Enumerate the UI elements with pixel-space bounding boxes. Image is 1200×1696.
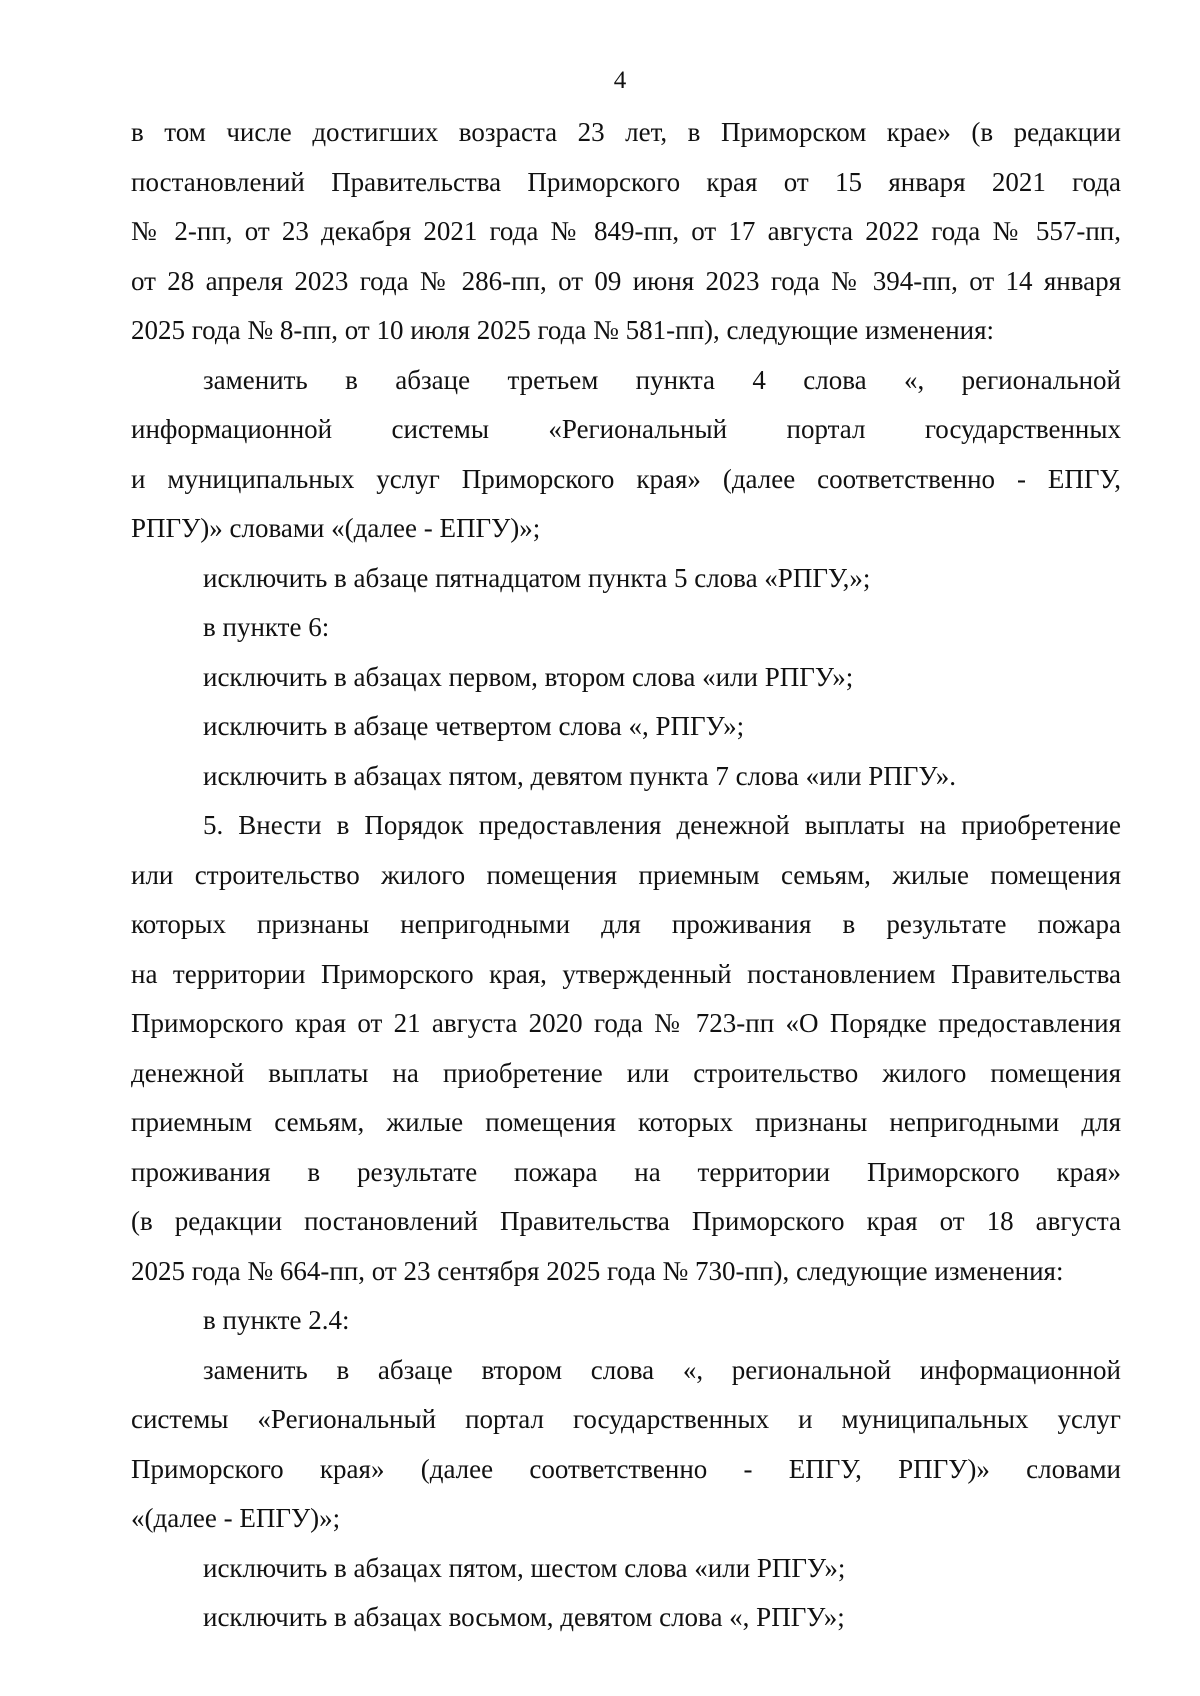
- text-line: исключить в абзацах пятом, шестом слова «или РПГУ»;: [203, 1552, 846, 1583]
- text-line: 2025 года № 8-пп, от 10 июля 2025 года № 581-пп), следующие изменения:: [131, 315, 995, 345]
- text-line: Приморского края от 21 августа 2020 года № 723-пп «О Порядке предоставления: [131, 1008, 1121, 1038]
- text-line: которых признаны непригодными для проживания в результате пожара: [131, 909, 1121, 939]
- text-line: заменить в абзаце третьем пункта 4 слова «, региональной: [203, 364, 1121, 395]
- text-line: № 2-пп, от 23 декабря 2021 года № 849-пп, от 17 августа 2022 года № 557-пп,: [131, 216, 1121, 246]
- text-line: на территории Приморского края, утвержденный постановлением Правительства: [131, 958, 1121, 989]
- text-line: в том числе достигших возраста 23 лет, в Приморском крае» (в редакции: [131, 117, 1121, 147]
- text-line: исключить в абзацах восьмом, девятом слова «, РПГУ»;: [203, 1602, 845, 1632]
- text-line: «(далее - ЕПГУ)»;: [131, 1503, 341, 1533]
- text-line: проживания в результате пожара на территории Приморского края»: [131, 1156, 1121, 1187]
- text-line: системы «Региональный портал государственных и муниципальных услуг: [131, 1404, 1121, 1434]
- text-line: исключить в абзацах первом, втором слова «или РПГУ»;: [203, 661, 854, 692]
- text-line: исключить в абзацах пятом, девятом пункта 7 слова «или РПГУ».: [203, 760, 957, 791]
- text-line: информационной системы «Региональный портал государственных: [131, 414, 1121, 444]
- text-line: исключить в абзаце пятнадцатом пункта 5 слова «РПГУ,»;: [203, 562, 871, 593]
- text-line: от 28 апреля 2023 года № 286-пп, от 09 июня 2023 года № 394-пп, от 14 января: [131, 265, 1121, 296]
- text-line: или строительство жилого помещения приемным семьям, жилые помещения: [131, 859, 1121, 890]
- text-line: 5. Внести в Порядок предоставления денежной выплаты на приобретение: [203, 810, 1121, 840]
- text-line: в пункте 6:: [203, 612, 330, 642]
- document-body: [131, 108, 1121, 1643]
- text-line: РПГУ)» словами «(далее - ЕПГУ)»;: [131, 513, 541, 543]
- text-line: приемным семьям, жилые помещения которых признаны непригодными для: [131, 1107, 1121, 1137]
- text-line: постановлений Правительства Приморского края от 15 января 2021 года: [131, 166, 1121, 197]
- text-line: 2025 года № 664-пп, от 23 сентября 2025 года № 730-пп), следующие изменения:: [131, 1255, 1064, 1286]
- text-line: заменить в абзаце втором слова «, региональной информационной: [203, 1354, 1121, 1385]
- text-line: (в редакции постановлений Правительства Приморского края от 18 августа: [131, 1206, 1121, 1236]
- text-line: Приморского края» (далее соответственно - ЕПГУ, РПГУ)» словами: [131, 1453, 1121, 1484]
- page-number: 4: [613, 67, 627, 94]
- text-line: и муниципальных услуг Приморского края» (далее соответственно - ЕПГУ,: [131, 463, 1121, 494]
- text-line: в пункте 2.4:: [203, 1305, 350, 1335]
- text-line: исключить в абзаце четвертом слова «, РПГУ»;: [203, 711, 745, 741]
- text-line: денежной выплаты на приобретение или строительство жилого помещения: [131, 1057, 1121, 1088]
